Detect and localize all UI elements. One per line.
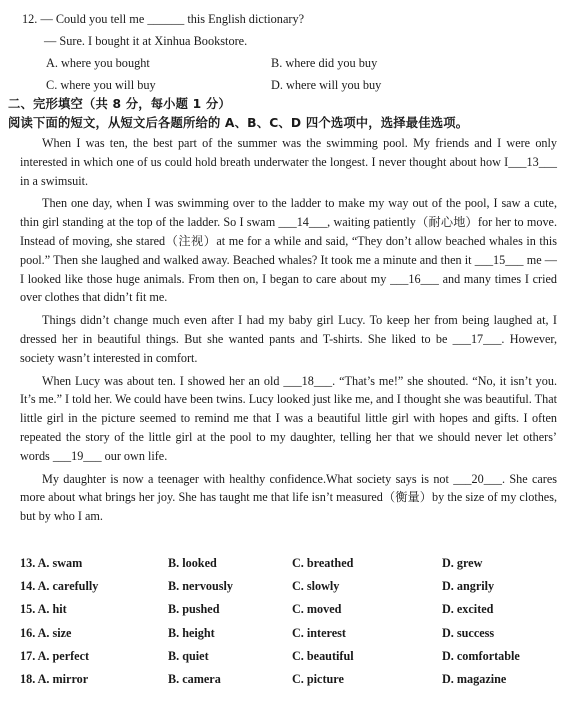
answer-row bbox=[20, 575, 560, 598]
question-12 bbox=[22, 8, 501, 96]
answer-option: B. looked bbox=[168, 556, 217, 570]
section-header bbox=[8, 95, 560, 133]
answer-row bbox=[20, 552, 560, 575]
answer-option: 17. A. perfect bbox=[20, 648, 90, 663]
answer-option: 14. A. carefully bbox=[20, 579, 99, 594]
answer-row bbox=[20, 598, 560, 621]
section-heading: 二、完形填空（共 8 分，每小题 1 分） bbox=[8, 97, 231, 111]
answer-option: C. interest bbox=[292, 625, 346, 640]
passage-paragraph: When I was ten, the best part of the summer was the swimming pool. My friends and I were only interested in which one of us could hold breath underwater the longest. I never thought about how I___13___ in a swimsuit. bbox=[20, 136, 557, 188]
answer-option: B. quiet bbox=[168, 648, 209, 663]
section-instruction: 阅读下面的短文，从短文后各题所给的 A、B、C、D 四个选项中，选择最佳选项。 bbox=[8, 116, 469, 130]
answer-option: C. beautiful bbox=[292, 648, 354, 663]
passage-paragraph: My daughter is now a teenager with healthy confidence.What society says is not ___20___. She cares more about what brings her joy. She has taught me that life isn’t measured（衡量）by the size of my clothes, but by who I am. bbox=[20, 471, 557, 524]
answer-options bbox=[20, 552, 560, 691]
passage-paragraph: Then one day, when I was swimming over to the ladder to make my way out of the pool, I saw a cute, thin girl standing at the top of the ladder. So I swam ___14___, waiting patiently（耐心地）for her to move. Instead of moving, she stared（注视）at me for a while and said, “They don’t allow beached whales in this pool.” Then she laughed and walked away. Beached whales? It took me a minute and then it ___15___ me —I looked like those huge animals. From then on, I began to care about my ___16___ and many times I cried over clothes that didn’t fit me. bbox=[20, 196, 557, 305]
question-12-stem: 12. — Could you tell me ______ this English dictionary? bbox=[22, 12, 305, 26]
question-12-reply: — Sure. I bought it at Xinhua Bookstore. bbox=[44, 34, 248, 48]
answer-row bbox=[20, 668, 560, 691]
answer-option: 13. A. swam bbox=[20, 556, 83, 570]
option-a: A. where you bought bbox=[46, 56, 150, 70]
answer-row bbox=[20, 622, 560, 645]
option-c: C. where you will buy bbox=[46, 78, 156, 92]
answer-option: C. moved bbox=[292, 602, 342, 617]
option-d: D. where will you buy bbox=[271, 78, 382, 92]
answer-option: B. nervously bbox=[168, 579, 234, 594]
answer-option: C. breathed bbox=[292, 556, 354, 570]
answer-option: B. pushed bbox=[168, 602, 220, 617]
answer-option: D. magazine bbox=[442, 672, 507, 687]
answer-option: D. comfortable bbox=[442, 648, 520, 663]
passage-paragraph: Things didn’t change much even after I had my baby girl Lucy. To keep her from being laughed at, I dressed her in beautiful things. But she wanted pants and T-shirts. She liked to be ___17___. However, society wasn’t interested in comfort. bbox=[20, 313, 557, 365]
question-12-options bbox=[22, 52, 501, 96]
answer-option: D. angrily bbox=[442, 579, 495, 594]
cloze-passage bbox=[20, 134, 557, 530]
answer-option: D. success bbox=[442, 625, 495, 640]
answer-row bbox=[20, 645, 560, 668]
answer-option: 18. A. mirror bbox=[20, 672, 89, 687]
answer-option: C. picture bbox=[292, 672, 344, 687]
answer-option: D. grew bbox=[442, 556, 483, 570]
answer-option: 16. A. size bbox=[20, 625, 72, 640]
answer-option: D. excited bbox=[442, 602, 494, 617]
passage-paragraph: When Lucy was about ten. I showed her an old ___18___. “That’s me!” she shouted. “No, it isn’t you. It’s me.” I told her. We could have been twins. Lucy looked just like me, and I thought she was beautiful. That little girl in the picture seemed to remind me that I was a beautiful little girl with hopes and gifts. I often repeated the story of the little girl at the pool to my daughter, telling her that we should never let others’ words ___19___ our own life. bbox=[20, 373, 557, 463]
answer-option: B. camera bbox=[168, 672, 221, 687]
answer-option: 15. A. hit bbox=[20, 602, 67, 617]
answer-option: C. slowly bbox=[292, 579, 340, 594]
answer-option: B. height bbox=[168, 625, 215, 640]
option-b: B. where did you buy bbox=[271, 56, 378, 70]
